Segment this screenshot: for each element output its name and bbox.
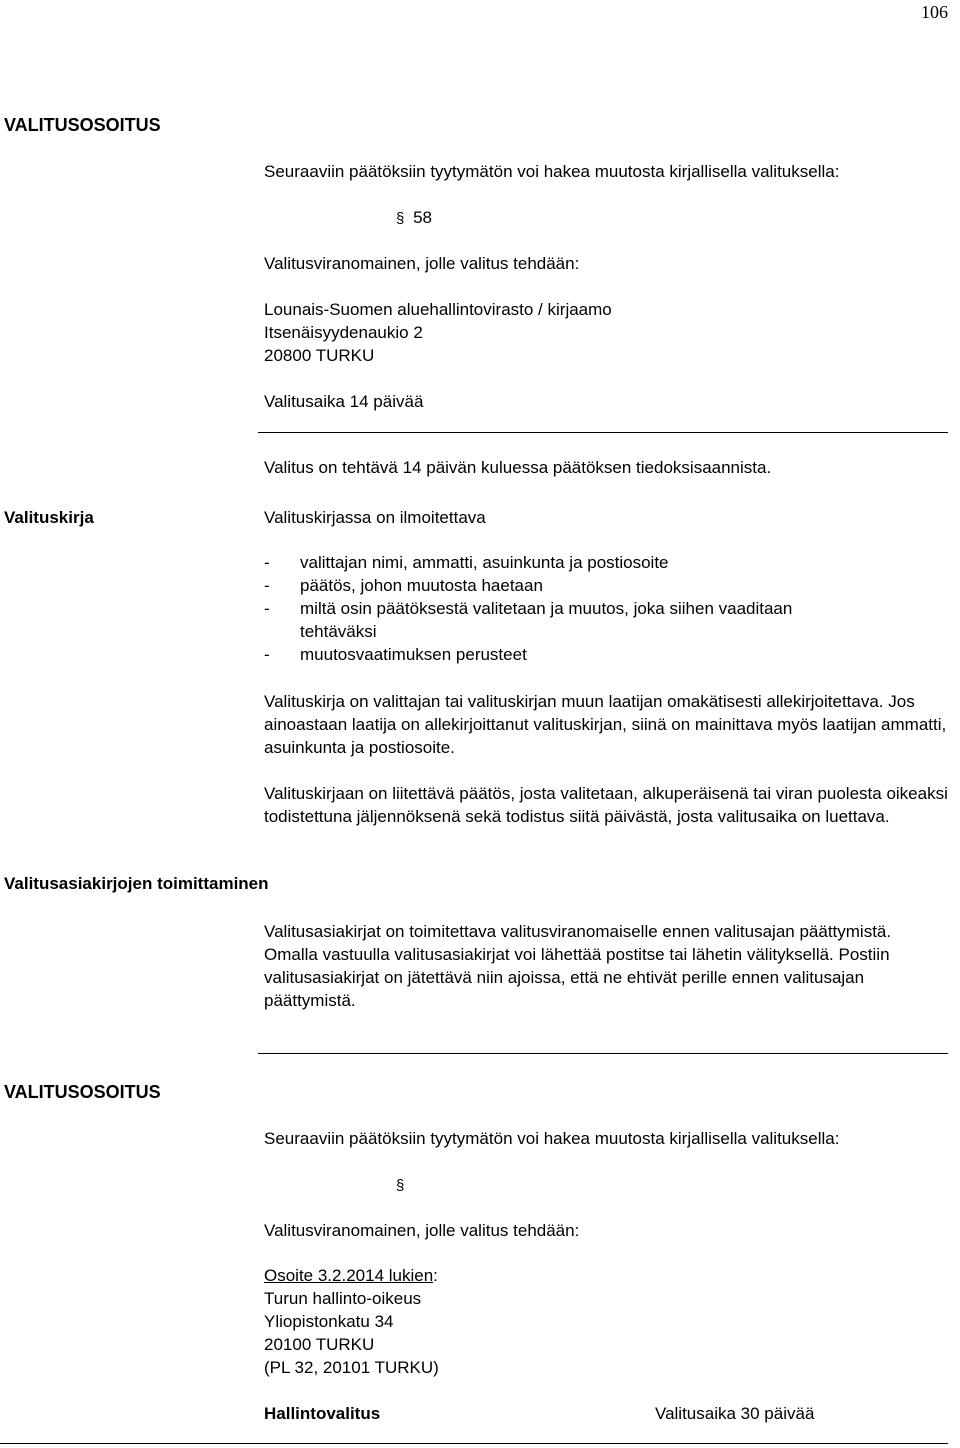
court-address-line: (PL 32, 20101 TURKU)	[264, 1358, 439, 1377]
authority-address-line: 20800 TURKU	[264, 346, 375, 365]
court-address-line: Turun hallinto-oikeus	[264, 1289, 422, 1308]
side-label-toimittaminen: Valitusasiakirjojen toimittaminen	[4, 874, 269, 893]
page-number: 106	[921, 2, 948, 22]
attachment-paragraph: Valituskirjaan on liitettävä päätös, josta valitetaan, alkuperäisenä tai viran puolesta oikeaksi todistettuna jäljennöksenä sekä todistus siitä päivästä, josta valitusaika on luettava.	[264, 784, 948, 826]
list-item: - miltä osin päätöksestä valitetaan ja muutos, joka siihen vaaditaan	[264, 599, 793, 618]
list-item-continuation: tehtäväksi	[300, 622, 377, 641]
section-reference	[396, 208, 432, 229]
authority-label: Valitusviranomainen, jolle valitus tehdään:	[264, 1221, 580, 1240]
divider	[0, 1443, 948, 1444]
section-reference	[396, 1175, 404, 1196]
authority-label: Valitusviranomainen, jolle valitus tehdään:	[264, 254, 580, 273]
list-item: - päätös, johon muutosta haetaan	[264, 576, 543, 595]
appeal-intro: Seuraaviin päätöksiin tyytymätön voi hakea muutosta kirjallisella valituksella:	[264, 1129, 840, 1148]
signature-paragraph: Valituskirja on valittajan tai valituskirjan muun laatijan omakätisesti allekirjoitettava. Jos ainoastaan laatija on allekirjoittanut valituskirjan, siinä on mainittava myös laatijan ammatti, asuinkunta ja postiosoite.	[264, 692, 947, 757]
section-heading: VALITUSOSOITUS	[4, 1082, 161, 1102]
authority-address-line: Itsenäisyydenaukio 2	[264, 323, 423, 342]
delivery-paragraph: Valitusasiakirjat on toimitettava valitusviranomaiselle ennen valitusajan päättymistä. Omalla vastuulla valitusasiakirjat voi lähettää postitse tai lähetin välityksellä. Postiin valitusasiakirjat on jätettävä niin ajoissa, että ne ehtivät perille ennen valitusajan päättymistä.	[264, 922, 892, 1010]
divider	[258, 432, 948, 433]
divider	[258, 1053, 948, 1054]
appeal-period-note: Valitus on tehtävä 14 päivän kuluessa päätöksen tiedoksisaannista.	[264, 458, 772, 477]
list-item: - muutosvaatimuksen perusteet	[264, 645, 527, 664]
section-symbol: §	[396, 210, 405, 227]
section-heading: VALITUSOSOITUS	[4, 115, 161, 135]
section-number: 58	[413, 208, 432, 227]
address-header: Osoite 3.2.2014 lukien:	[264, 1266, 438, 1285]
side-label-valituskirja: Valituskirja	[4, 508, 94, 527]
court-address-line: 20100 TURKU	[264, 1335, 375, 1354]
appeal-period: Valitusaika 14 päivää	[264, 392, 424, 411]
authority-address-line: Lounais-Suomen aluehallintovirasto / kirjaamo	[264, 300, 612, 319]
appeal-period: Valitusaika 30 päivää	[655, 1404, 815, 1423]
valituskirja-intro: Valituskirjassa on ilmoitettava	[264, 508, 486, 527]
court-address-line: Yliopistonkatu 34	[264, 1312, 394, 1331]
appeal-intro: Seuraaviin päätöksiin tyytymätön voi hakea muutosta kirjallisella valituksella:	[264, 162, 840, 181]
appeal-type: Hallintovalitus	[264, 1404, 381, 1423]
list-item: - valittajan nimi, ammatti, asuinkunta ja postiosoite	[264, 553, 669, 572]
section-symbol: §	[396, 1177, 405, 1194]
